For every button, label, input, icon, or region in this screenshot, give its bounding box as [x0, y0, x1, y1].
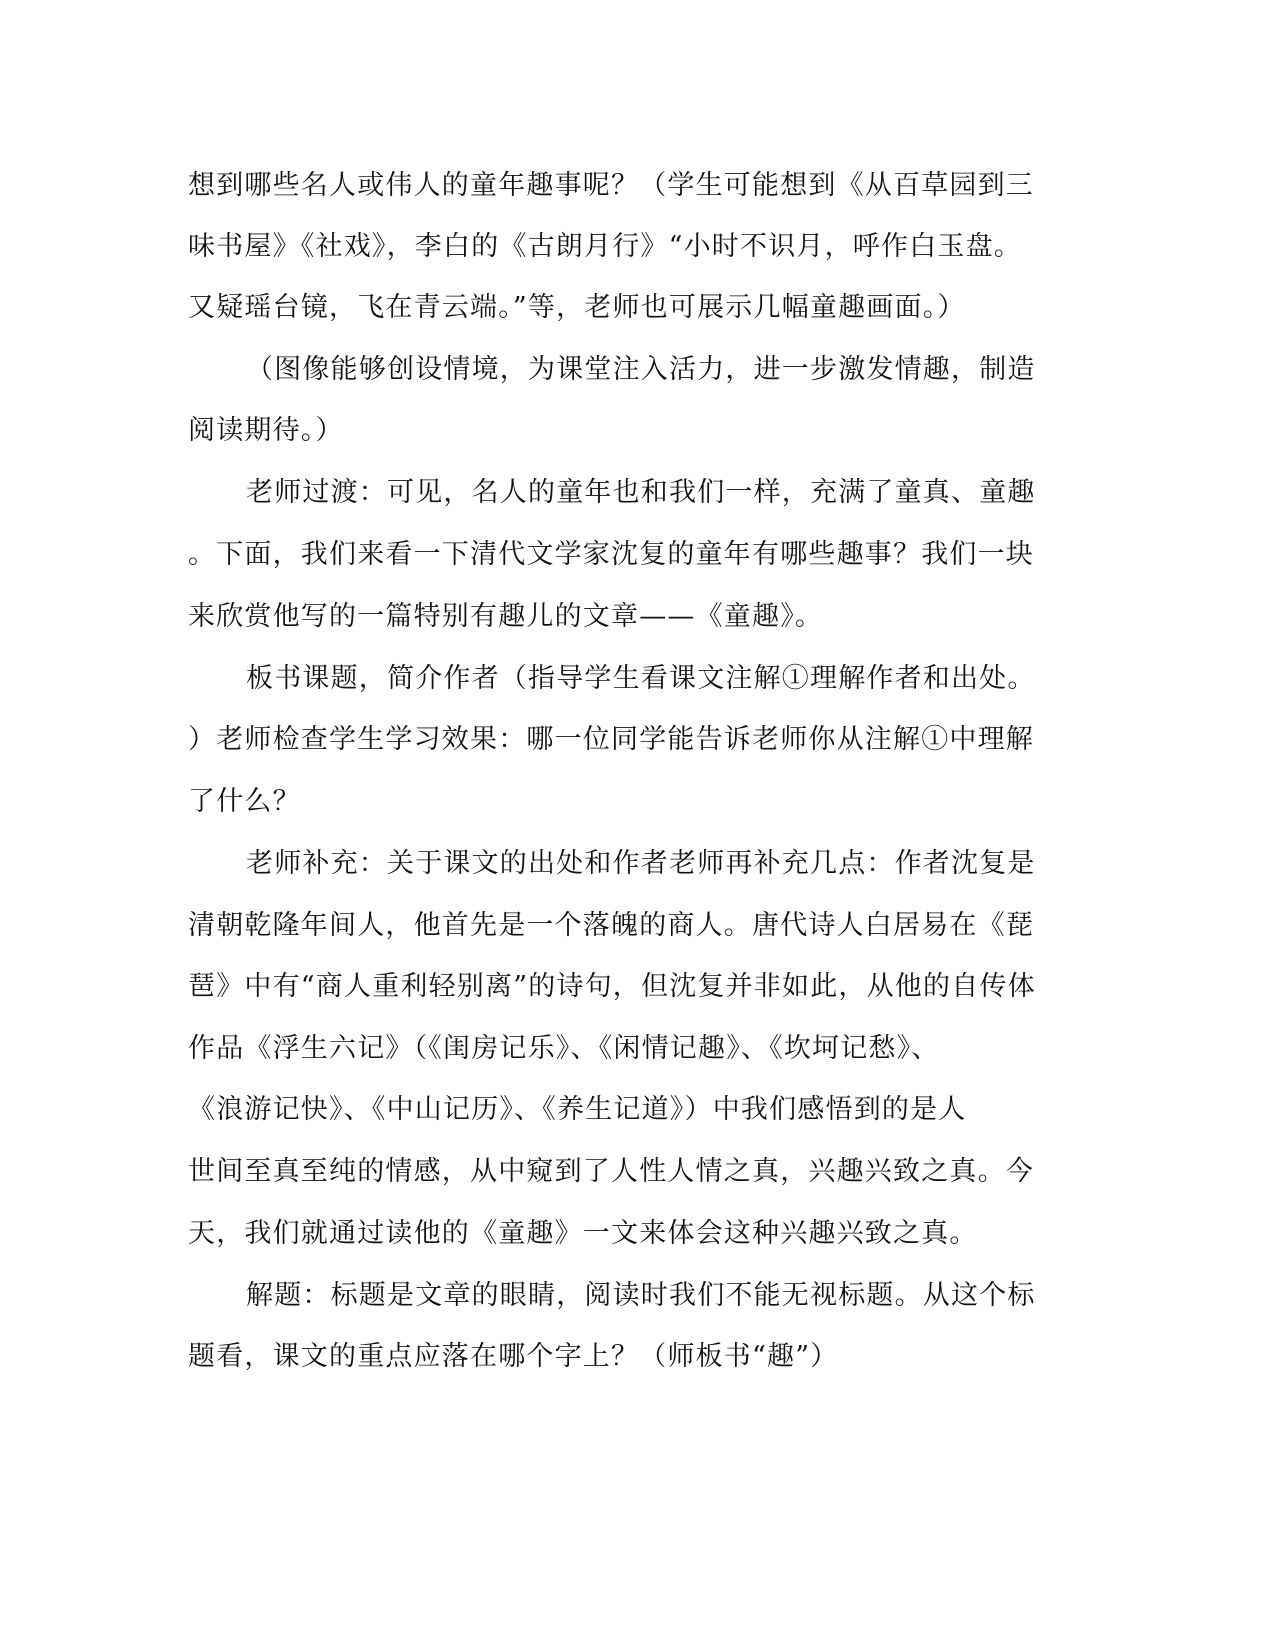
text-line: 世间至真至纯的情感，从中窥到了人性人情之真，兴趣兴致之真。今: [188, 1156, 1034, 1187]
text-line: 想到哪些名人或伟人的童年趣事呢？（学生可能想到《从百草园到三: [188, 170, 1034, 201]
text-line: 题看，课文的重点应落在哪个字上？（师板书“趣”）: [188, 1341, 839, 1372]
text-line: 清朝乾隆年间人，他首先是一个落魄的商人。唐代诗人白居易在《琵: [188, 910, 1034, 941]
text-line: 又疑瑶台镜，飞在青云端。”等，老师也可展示几幅童趣画面。）: [188, 292, 966, 323]
text-line: 《浪游记快》、《中山记历》、《养生记道》）中我们感悟到的是人: [188, 1094, 967, 1125]
text-line: 琶》中有“商人重利轻别离”的诗句，但沈复并非如此，从他的自传体: [188, 971, 1036, 1002]
paragraph-first-line: （图像能够创设情境，为课堂注入活力，进一步激发情趣，制造: [246, 354, 1036, 385]
paragraph-first-line: 板书课题，简介作者（指导学生看课文注解①理解作者和出处。: [246, 663, 1036, 694]
paragraph-first-line: 老师补充：关于课文的出处和作者老师再补充几点：作者沈复是: [246, 848, 1036, 879]
text-line: 味书屋》《社戏》，李白的《古朗月行》“小时不识月，呼作白玉盘。: [188, 231, 1023, 262]
text-line: 了什么？: [188, 786, 301, 817]
paragraph-first-line: 老师过渡：可见，名人的童年也和我们一样，充满了童真、童趣: [246, 477, 1036, 508]
text-line: 来欣赏他写的一篇特别有趣儿的文章——《童趣》。: [188, 601, 824, 632]
text-line: ）老师检查学生学习效果：哪一位同学能告诉老师你从注解①中理解: [188, 724, 1034, 755]
paragraph-first-line: 解题：标题是文章的眼睛，阅读时我们不能无视标题。从这个标: [246, 1280, 1036, 1311]
text-line: 作品《浮生六记》（《闺房记乐》、《闲情记趣》、《坎坷记愁》、: [188, 1033, 940, 1064]
text-line: 阅读期待。）: [188, 415, 344, 446]
text-line: 天，我们就通过读他的《童趣》一文来体会这种兴趣兴致之真。: [188, 1218, 978, 1249]
text-line: 。下面，我们来看一下清代文学家沈复的童年有哪些趣事？我们一块: [188, 539, 1034, 570]
